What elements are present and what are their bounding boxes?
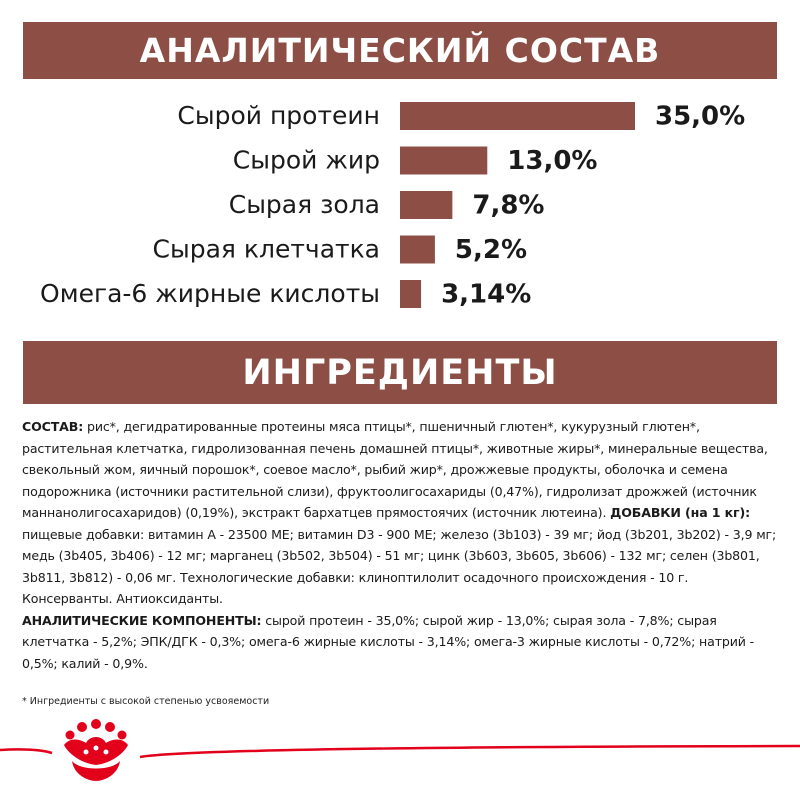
additives-label: ДОБАВКИ (на 1 кг): xyxy=(610,505,750,520)
analytical-composition-title: АНАЛИТИЧЕСКИЙ СОСТАВ xyxy=(139,31,661,70)
value-label: 13,0% xyxy=(507,146,598,176)
bar xyxy=(400,102,635,130)
footer-brand-line xyxy=(0,715,800,790)
analytical-composition-chart xyxy=(0,90,800,330)
category-label: Омега-6 жирные кислоты xyxy=(40,279,380,308)
value-label: 3,14% xyxy=(441,279,532,310)
composition-paragraph xyxy=(22,416,782,610)
value-label: 5,2% xyxy=(454,235,528,265)
category-label: Сырая клетчатка xyxy=(152,234,380,264)
analytical-text: сырой протеин - 35,0%; сырой жир - 13,0%; сырая зола - 7,8%; сырая клетчатка - 5,2%; ЭПК/ДГК - 0,3%; омега-6 жирные кислоты - 3,14%; омега-3 жирные кислоты - 0,72%; натрий - 0,5%; калий - 0,9%. xyxy=(22,612,755,671)
category-label: Сырой жир xyxy=(232,145,380,175)
value-label: 7,8% xyxy=(472,190,545,221)
ingredients-banner xyxy=(23,341,777,404)
footer-accent-line xyxy=(140,746,800,757)
composition-text: рис*, дегидратированные протеины мяса птицы*, пшеничный глютен*, кукурузный глютен*, растительная клетчатка, гидролизованная печень домашней птицы*, животные жиры*, минеральные вещества, свекольный жом, яичный порошок*, соевое масло*, рыбий жир*, дрожжевые продукты, оболочка и семена подорожника (источники растительной слизи), фруктоолигосахариды (0,47%), гидролизат дрожжей (источник маннанолигосахаридов) (0,19%), экстракт бархатцев прямостоячих (источник лютеина). xyxy=(22,419,768,520)
analytical-composition-banner xyxy=(23,22,777,79)
ingredients-text-block xyxy=(22,416,782,674)
category-label: Сырая зола xyxy=(228,190,380,219)
composition-label: СОСТАВ: xyxy=(22,419,84,434)
additives-text: пищевые добавки: витамин А - 23500 МЕ; витамин D3 - 900 МЕ; железо (3b103) - 39 мг; йод (3b201, 3b202) - 3,9 мг; медь (3b405, 3b406) - 12 мг; марганец (3b502, 3b504) - 51 мг; цинк (3b603, 3b605, 3b606) - 132 мг; селен (3b801, 3b811, 3b812) - 0,06 мг. Технологические добавки: клиноптилолит осадочного происхождения - 10 г. Консерванты. Антиоксиданты. xyxy=(22,526,777,606)
bar xyxy=(400,236,435,264)
footer-accent-curve xyxy=(0,749,52,753)
digestibility-footnote: * Ингредиенты с высокой степенью усвояемости xyxy=(22,696,270,707)
bar xyxy=(400,280,421,308)
bar xyxy=(400,191,452,219)
ingredients-title: ИНГРЕДИЕНТЫ xyxy=(242,352,558,393)
category-label: Сырой протеин xyxy=(177,101,380,130)
bar xyxy=(400,147,487,175)
value-label: 35,0% xyxy=(655,101,746,132)
analytical-paragraph xyxy=(22,610,782,675)
analytical-label: АНАЛИТИЧЕСКИЕ КОМПОНЕНТЫ: xyxy=(22,612,262,628)
